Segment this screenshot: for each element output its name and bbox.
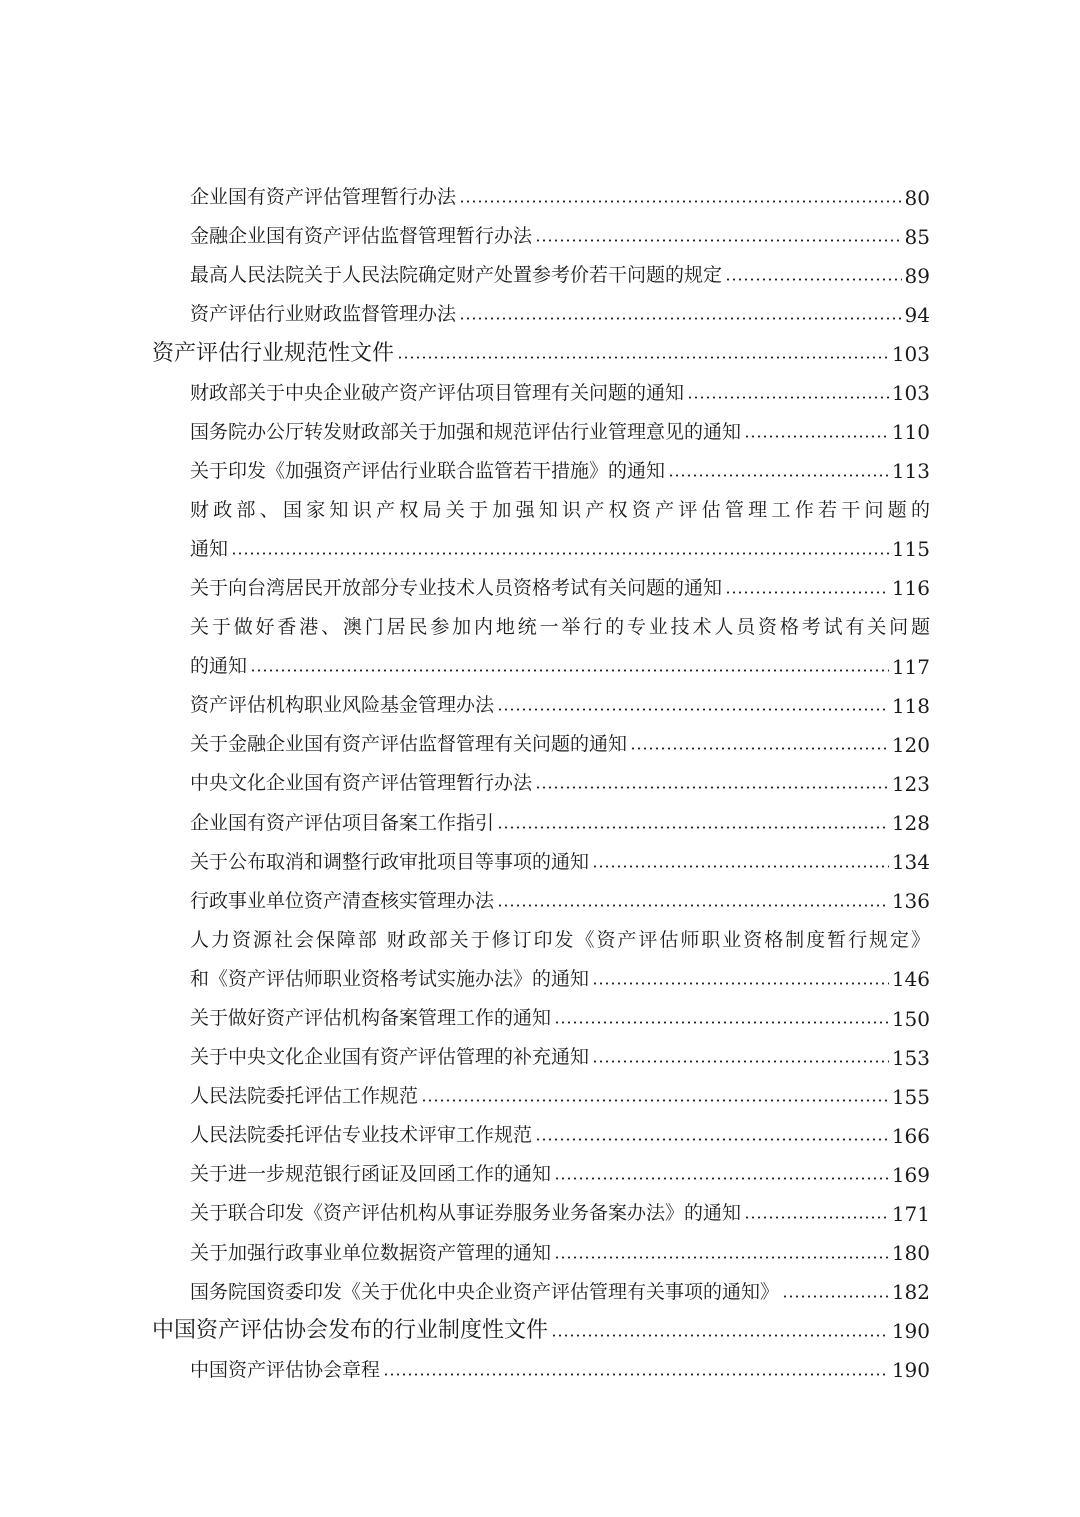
toc-entry-line (152, 334, 930, 373)
toc-entry-title: 人民法院委托评估工作规范 (190, 1085, 419, 1108)
toc-entry-title: 财政部关于中央企业破产资产评估项目管理有关问题的通知 (190, 381, 685, 404)
toc-entry[interactable] (0, 1077, 1080, 1116)
toc-entry-title: 人民法院委托评估专业技术评审工作规范 (190, 1124, 533, 1147)
dot-leader (497, 826, 889, 829)
toc-entry-line (190, 686, 930, 725)
toc-page-number: 116 (891, 576, 930, 601)
toc-page-number: 169 (891, 1162, 930, 1187)
dot-leader (535, 239, 902, 242)
toc-entry[interactable] (0, 373, 1080, 412)
toc-page-number: 134 (891, 850, 930, 875)
toc-entry-title: 企业国有资产评估管理暂行办法 (190, 186, 457, 209)
dot-leader (421, 1099, 889, 1102)
toc-entry[interactable] (0, 725, 1080, 764)
toc-entry[interactable] (0, 1038, 1080, 1077)
toc-page-number: 180 (891, 1241, 930, 1266)
toc-entry-continuation[interactable] (0, 530, 1080, 569)
dot-leader (397, 356, 889, 359)
toc-entry-title: 关于做好香港、澳门居民参加内地统一举行的专业技术人员资格考试有关问题 (190, 616, 930, 639)
toc-entry-line (190, 1038, 930, 1077)
toc-entry[interactable] (0, 1155, 1080, 1194)
toc-section[interactable] (0, 1312, 1080, 1351)
toc-entry-title: 关于加强行政事业单位数据资产管理的通知 (190, 1241, 552, 1264)
dot-leader (725, 278, 902, 281)
toc-entry-title: 关于进一步规范银行函证及回函工作的通知 (190, 1163, 552, 1186)
toc-entry[interactable] (0, 1273, 1080, 1312)
toc-entry[interactable] (0, 843, 1080, 882)
toc-page-number: 118 (891, 693, 930, 718)
toc-entry-title: 金融企业国有资产评估监督管理暂行办法 (190, 225, 533, 248)
toc-page-number: 171 (891, 1201, 930, 1226)
dot-leader (630, 747, 889, 750)
dot-leader (497, 708, 889, 711)
toc-entry-title: 资产评估机构职业风险基金管理办法 (190, 694, 495, 717)
toc-entry-line (190, 608, 930, 647)
toc-page-number: 150 (891, 1006, 930, 1031)
toc-entry-line (190, 1155, 930, 1194)
toc-entry-line (190, 530, 930, 569)
toc-entry-line (190, 1273, 930, 1312)
toc-entry[interactable] (0, 882, 1080, 921)
toc-entry[interactable] (0, 217, 1080, 256)
toc-entry-line (190, 491, 930, 530)
toc-page-number: 113 (891, 459, 930, 484)
toc-entry-title: 人力资源社会保障部 财政部关于修订印发《资产评估师职业资格制度暂行规定》 (190, 928, 930, 951)
toc-entry[interactable] (0, 1116, 1080, 1155)
dot-leader (383, 1373, 889, 1376)
dot-leader (535, 786, 889, 789)
toc-entry[interactable] (0, 686, 1080, 725)
toc-entry-title: 关于公布取消和调整行政审批项目等事项的通知 (190, 850, 590, 873)
toc-entry-line (190, 413, 930, 452)
toc-page-number: 136 (891, 889, 930, 914)
toc-entry-title: 关于做好资产评估机构备案管理工作的通知 (190, 1007, 552, 1030)
dot-leader (535, 1138, 889, 1141)
toc-page-number: 94 (904, 302, 930, 327)
dot-leader (459, 317, 902, 320)
toc-page-number: 120 (891, 732, 930, 757)
dot-leader (554, 1256, 889, 1259)
toc-entry[interactable] (0, 178, 1080, 217)
toc-entry-title: 资产评估行业财政监督管理办法 (190, 303, 457, 326)
toc-entry[interactable] (0, 999, 1080, 1038)
dot-leader (744, 435, 889, 438)
toc-page-number: 153 (891, 1045, 930, 1070)
toc-entry-line (190, 647, 930, 686)
toc-page-number: 103 (891, 381, 930, 406)
toc-entry-line (190, 1194, 930, 1233)
toc-entry-title: 关于联合印发《资产评估机构从事证券服务业务备案办法》的通知 (190, 1202, 742, 1225)
toc-section-title: 中国资产评估协会发布的行业制度性文件 (152, 1318, 549, 1344)
toc-entry-line (190, 1116, 930, 1155)
toc-entry[interactable] (0, 1351, 1080, 1390)
toc-entry[interactable] (0, 764, 1080, 803)
toc-page-number: 166 (891, 1123, 930, 1148)
dot-leader (687, 396, 889, 399)
toc-entry[interactable] (0, 413, 1080, 452)
toc-entry-title: 关于金融企业国有资产评估监督管理有关问题的通知 (190, 733, 628, 756)
dot-leader (592, 865, 889, 868)
toc-entry-line (190, 1077, 930, 1116)
toc-entry-continuation[interactable] (0, 647, 1080, 686)
toc-page-number: 80 (904, 185, 930, 210)
toc-page-number: 89 (904, 263, 930, 288)
toc-page-number: 190 (891, 1319, 930, 1344)
dot-leader (497, 904, 889, 907)
dot-leader (554, 1177, 889, 1180)
toc-page-number: 110 (891, 420, 930, 445)
toc-entry-line (190, 921, 930, 960)
toc-page-number: 146 (891, 967, 930, 992)
toc-entry-line (190, 178, 930, 217)
toc-entry-title: 国务院办公厅转发财政部关于加强和规范评估行业管理意见的通知 (190, 420, 742, 443)
toc-entry[interactable] (0, 256, 1080, 295)
dot-leader (554, 1021, 889, 1024)
toc-entry[interactable] (0, 1234, 1080, 1273)
toc-entry-title: 关于向台湾居民开放部分专业技术人员资格考试有关问题的通知 (190, 576, 723, 599)
dot-leader (592, 1060, 889, 1063)
toc-entry[interactable] (0, 491, 1080, 530)
toc-entry-line (190, 256, 930, 295)
toc-entry-title: 关于中央文化企业国有资产评估管理的补充通知 (190, 1046, 590, 1069)
dot-leader (725, 591, 889, 594)
toc-entry-line (190, 843, 930, 882)
toc-entry[interactable] (0, 921, 1080, 960)
toc-entry[interactable] (0, 295, 1080, 334)
dot-leader (782, 1295, 889, 1298)
toc-entry-continuation[interactable] (0, 960, 1080, 999)
toc-page-number: 155 (891, 1084, 930, 1109)
toc-page-number: 123 (891, 771, 930, 796)
toc-page-number: 182 (891, 1280, 930, 1305)
dot-leader (551, 1334, 889, 1337)
toc-entry-line (190, 373, 930, 412)
toc-entry-title: 中央文化企业国有资产评估管理暂行办法 (190, 772, 533, 795)
dot-leader (250, 669, 889, 672)
toc-entry-title: 国务院国资委印发《关于优化中央企业资产评估管理有关事项的通知》 (190, 1280, 780, 1303)
toc-entry-line (190, 764, 930, 803)
toc-entry[interactable] (0, 608, 1080, 647)
toc-page-number: 115 (891, 537, 930, 562)
toc-entry-title-continued: 和《资产评估师职业资格考试实施办法》的通知 (190, 967, 590, 990)
toc-entry-line (190, 725, 930, 764)
toc-entry-line (190, 1234, 930, 1273)
toc-entry[interactable] (0, 1194, 1080, 1233)
toc-section-title: 资产评估行业规范性文件 (152, 340, 395, 366)
toc-entry-line (152, 1312, 930, 1351)
toc-entry-line (190, 295, 930, 334)
toc-entry-title-continued: 的通知 (190, 655, 248, 678)
toc-entry-title: 中国资产评估协会章程 (190, 1358, 381, 1381)
dot-leader (231, 552, 889, 555)
toc-entry-title: 企业国有资产评估项目备案工作指引 (190, 811, 495, 834)
toc-entry-title: 财政部、国家知识产权局关于加强知识产权资产评估管理工作若干问题的 (190, 498, 930, 521)
toc-page-number: 190 (891, 1358, 930, 1383)
toc-page-number: 103 (891, 341, 930, 366)
toc-page-number: 117 (891, 654, 930, 679)
toc-entry[interactable] (0, 452, 1080, 491)
toc-entry-line (190, 999, 930, 1038)
toc-entry-line (190, 452, 930, 491)
dot-leader (459, 200, 902, 203)
toc-entry[interactable] (0, 569, 1080, 608)
dot-leader (744, 1216, 889, 1219)
toc-entry-line (190, 804, 930, 843)
toc-entry-line (190, 882, 930, 921)
toc-page-number: 128 (891, 811, 930, 836)
toc-entry-line (190, 569, 930, 608)
toc-page-number: 85 (904, 224, 930, 249)
dot-leader (668, 474, 889, 477)
toc-entry-line (190, 960, 930, 999)
toc-entry-title: 最高人民法院关于人民法院确定财产处置参考价若干问题的规定 (190, 264, 723, 287)
toc-entry-title: 行政事业单位资产清查核实管理办法 (190, 889, 495, 912)
toc-entry-title-continued: 通知 (190, 537, 229, 560)
table-of-contents (0, 178, 1080, 1390)
toc-entry-line (190, 1351, 930, 1390)
toc-entry-line (190, 217, 930, 256)
toc-entry-title: 关于印发《加强资产评估行业联合监管若干措施》的通知 (190, 459, 666, 482)
toc-section[interactable] (0, 334, 1080, 373)
dot-leader (592, 982, 889, 985)
toc-entry[interactable] (0, 804, 1080, 843)
